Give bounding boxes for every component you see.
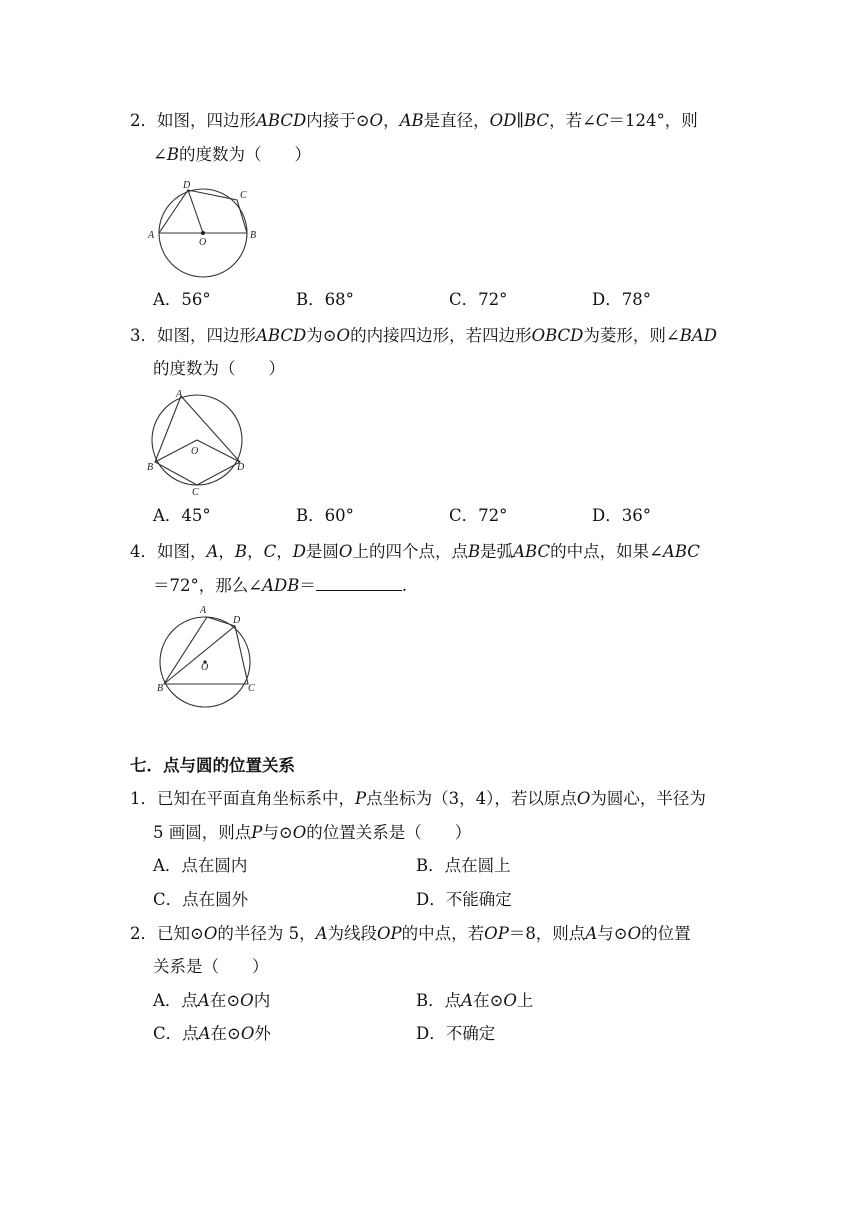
q3-label-b: B xyxy=(147,462,154,473)
q2-option-c[interactable]: C．72° xyxy=(449,290,508,309)
q4-label-d: D xyxy=(233,615,241,626)
q3-text: 如图，四边形 xyxy=(157,326,256,345)
s7q2-text: 的半径为 5， xyxy=(217,924,316,943)
s7q2-text: 已知⊙ xyxy=(157,924,204,943)
q4-var: B xyxy=(234,542,248,561)
s7q2-option-a-var: A xyxy=(197,991,210,1010)
q4-text: 的中点，如果∠ xyxy=(550,542,663,561)
q3-option-d[interactable]: D．36° xyxy=(592,506,651,525)
q2-figure xyxy=(145,176,275,280)
q2-text: 内接于⊙ xyxy=(306,111,370,130)
q2-var: B xyxy=(166,145,179,164)
q4-text: ， xyxy=(247,542,264,561)
s7q2-option-a[interactable] xyxy=(153,990,270,1012)
q4-var: A xyxy=(206,542,219,561)
q2-text: 如图，四边形 xyxy=(157,111,256,130)
q3-option-b[interactable]: B．60° xyxy=(296,506,354,525)
q2-var: AB xyxy=(399,111,424,130)
q4-line2 xyxy=(153,575,407,597)
s7q1-option-a[interactable]: A．点在圆内 xyxy=(153,856,248,875)
s7q2-option-c-text: C．点 xyxy=(153,1024,199,1043)
s7q2-text: 与⊙ xyxy=(597,924,628,943)
q2-var: OD xyxy=(489,111,517,130)
s7q1-text: 与⊙ xyxy=(262,823,293,842)
q3-var: ABCD xyxy=(256,326,307,345)
q2-option-a[interactable]: A．56° xyxy=(153,290,211,309)
s7q2-var: OP xyxy=(484,924,509,943)
s7q2-var: O xyxy=(627,924,642,943)
q4-answer-blank[interactable] xyxy=(316,576,402,591)
q2-text: 的度数为（ ） xyxy=(178,145,311,164)
q2-label-a: A xyxy=(148,230,155,241)
q4-figure xyxy=(152,602,264,714)
q3-line2: 的度数为（ ） xyxy=(153,359,285,378)
s7q2-text: 的中点，若 xyxy=(401,924,485,943)
s7q2-option-b-text: 上 xyxy=(516,991,534,1010)
q4-label-o: O xyxy=(201,662,209,673)
s7q1-number: 1． xyxy=(130,789,157,808)
s7q2-var: A xyxy=(315,924,328,943)
s7q1-text: 为圆心，半径为 xyxy=(590,789,706,808)
q4-label-a: A xyxy=(200,605,207,616)
s7q2-option-b-var: A xyxy=(461,991,474,1010)
q4-text: 如图， xyxy=(157,542,207,561)
q2-label-d: D xyxy=(183,180,191,191)
s7q1-text: 的位置关系是（ ） xyxy=(306,823,472,842)
s7q1-var: O xyxy=(576,789,591,808)
q2-text: ＝124°，则 xyxy=(608,111,698,130)
s7q2-option-c-text: 外 xyxy=(254,1024,271,1043)
s7q1-var: P xyxy=(355,789,367,808)
q4-label-b: B xyxy=(157,683,164,694)
q4-text: ， xyxy=(276,542,293,561)
s7q1-text: 已知在平面直角坐标系中， xyxy=(157,789,355,808)
q3-label-c: C xyxy=(192,487,199,498)
q4-var: ABC xyxy=(662,542,700,561)
s7q2-line2: 关系是（ ） xyxy=(153,957,269,976)
s7q1-var: O xyxy=(292,823,307,842)
q4-var: ABC xyxy=(513,542,551,561)
q3-label-d: D xyxy=(237,462,245,473)
s7q1-text: 点坐标为（3，4），若以原点 xyxy=(366,789,577,808)
s7q2-line1 xyxy=(130,923,691,945)
s7q2-option-b-var: O xyxy=(503,991,517,1010)
q4-text: 是圆 xyxy=(305,542,339,561)
q4-text: ＝ xyxy=(299,576,316,595)
q2-var: C xyxy=(595,111,609,130)
q3-line1 xyxy=(130,325,717,347)
q4-line1 xyxy=(130,541,700,563)
q2-text: 是直径， xyxy=(423,111,490,130)
q3-option-c[interactable]: C．72° xyxy=(449,506,508,525)
q2-line2 xyxy=(153,144,311,166)
s7q2-option-a-var: O xyxy=(240,991,254,1010)
q3-var: BAD xyxy=(679,326,717,345)
q2-text: ∥ xyxy=(516,111,524,130)
q4-label-c: C xyxy=(248,683,255,694)
q2-option-d[interactable]: D．78° xyxy=(592,290,651,309)
q3-number: 3． xyxy=(130,326,157,345)
s7q2-option-a-text: A．点 xyxy=(153,991,198,1010)
s7q2-option-c-var: O xyxy=(240,1024,255,1043)
s7q2-option-c-var: A xyxy=(198,1024,211,1043)
q2-label-o: O xyxy=(199,237,207,248)
s7q2-var: O xyxy=(203,924,218,943)
q2-label-b: B xyxy=(250,230,257,241)
q2-var: BC xyxy=(524,111,550,130)
q2-label-c: C xyxy=(240,190,247,201)
s7q2-option-b[interactable] xyxy=(416,990,533,1012)
q2-var: O xyxy=(369,111,384,130)
q3-var: OBCD xyxy=(531,326,584,345)
q4-text: 上的四个点，点 xyxy=(352,542,468,561)
s7q2-option-a-text: 在⊙ xyxy=(209,991,241,1010)
q4-var: O xyxy=(338,542,353,561)
q3-label-o: O xyxy=(191,446,199,457)
q2-var: ABCD xyxy=(256,111,307,130)
s7q2-text: ＝8，则点 xyxy=(508,924,586,943)
s7q1-line2 xyxy=(153,822,471,844)
q4-var: D xyxy=(292,542,306,561)
s7q2-text: 为线段 xyxy=(327,924,378,943)
q3-text: 的内接四边形，若四边形 xyxy=(350,326,532,345)
q4-var: C xyxy=(263,542,277,561)
q4-var: ADB xyxy=(262,576,300,595)
q4-text: 是弧 xyxy=(480,542,514,561)
s7q2-var: OP xyxy=(377,924,402,943)
s7q1-option-d[interactable]: D．不能确定 xyxy=(416,890,512,909)
q4-text: ＝72°，那么∠ xyxy=(153,576,263,595)
q3-text: 为⊙ xyxy=(306,326,337,345)
section-7-title: 七．点与圆的位置关系 xyxy=(130,756,295,775)
s7q1-option-c[interactable]: C．点在圆外 xyxy=(153,890,249,909)
s7q2-var: A xyxy=(585,924,598,943)
s7q2-option-d[interactable]: D．不确定 xyxy=(416,1024,496,1043)
q2-number: 2． xyxy=(130,111,157,130)
s7q2-option-c[interactable] xyxy=(153,1023,271,1045)
q3-var: O xyxy=(336,326,351,345)
s7q2-text: 的位置 xyxy=(641,924,691,943)
q3-figure xyxy=(145,388,255,498)
q2-option-b[interactable]: B．68° xyxy=(296,290,354,309)
q3-label-a: A xyxy=(176,389,183,400)
q3-option-a[interactable]: A．45° xyxy=(153,506,211,525)
s7q1-option-b[interactable]: B．点在圆上 xyxy=(416,856,511,875)
s7q2-option-c-text: 在⊙ xyxy=(210,1024,241,1043)
q2-text: ， xyxy=(383,111,400,130)
q2-text: ∠ xyxy=(153,145,167,164)
s7q1-text: 5 画圆，则点 xyxy=(153,823,252,842)
s7q1-line1 xyxy=(130,788,706,810)
q2-line1 xyxy=(130,110,698,132)
s7q2-option-b-text: B．点 xyxy=(416,991,462,1010)
q4-text: ， xyxy=(218,542,235,561)
q4-text: . xyxy=(401,576,408,595)
s7q2-option-b-text: 在⊙ xyxy=(473,991,504,1010)
s7q2-number: 2． xyxy=(130,924,157,943)
q4-number: 4． xyxy=(130,542,157,561)
q2-text: ，若∠ xyxy=(549,111,596,130)
q3-text: 为菱形，则∠ xyxy=(583,326,680,345)
q4-var: B xyxy=(467,542,481,561)
s7q1-var: P xyxy=(251,823,263,842)
s7q2-option-a-text: 内 xyxy=(253,991,271,1010)
